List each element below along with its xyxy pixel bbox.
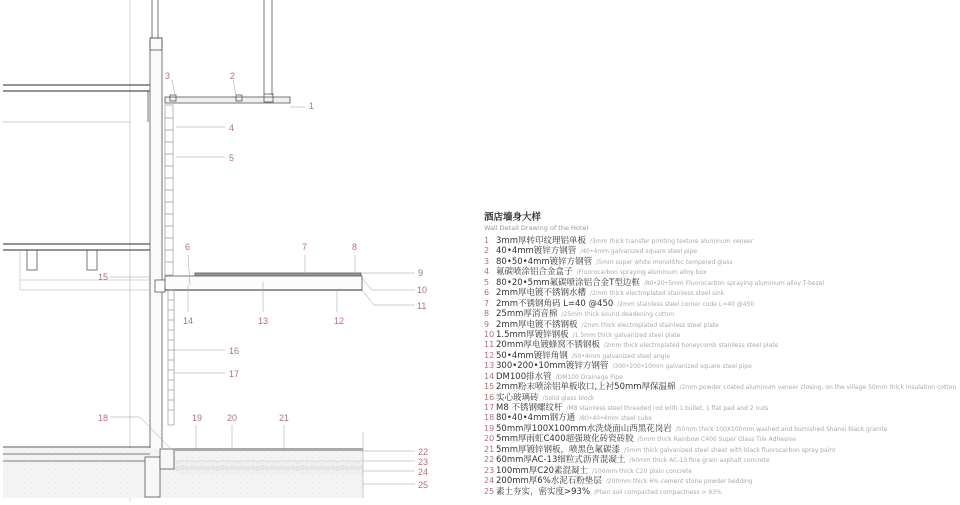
- legend-item-en: /40•4mm galvanized square steel pipe: [580, 248, 698, 256]
- legend-item-en: /5mm super white monolithic tempered glass: [596, 258, 733, 266]
- legend-item-cn: 80•40•4mm钢方通: [496, 413, 576, 424]
- callout-25: 25: [418, 480, 429, 490]
- legend-item-number: 8: [484, 309, 490, 319]
- legend-item-en: /100mm thick C20 plain concrete: [592, 467, 693, 475]
- legend-item-number: 5: [484, 277, 490, 287]
- legend-item: [484, 393, 960, 403]
- legend-item-number: 6: [484, 288, 490, 298]
- callout-3: 3: [165, 71, 171, 81]
- wall-section-drawing: [0, 0, 480, 501]
- legend-item-en: /Plain soil compacted compactness > 93%: [594, 488, 722, 496]
- legend-item: [484, 288, 960, 298]
- callout-10: 10: [417, 285, 428, 295]
- legend-item-cn: 5mm厚镀锌钢板，喷黑色氟碳漆: [496, 444, 620, 455]
- callout-14: 14: [183, 316, 194, 326]
- legend-item-en: /2mm thick electroplated stainless steel sink: [589, 290, 725, 298]
- legend-item: [484, 434, 960, 444]
- legend-item-number: 12: [484, 350, 495, 360]
- legend-item: [484, 466, 960, 476]
- callout-2: 2: [230, 71, 236, 81]
- legend-item-en: /50•4mm galvanized steel angle: [571, 352, 670, 360]
- legend-item-number: 4: [484, 267, 490, 277]
- callout-1: 1: [309, 101, 315, 111]
- legend-item-en: /5mm thick galvanized steel sheet with black fluorocarbon spray paint: [623, 446, 836, 454]
- legend-item-cn: 素土夯实，密实度>93%: [496, 486, 591, 497]
- callout-12: 12: [334, 316, 345, 326]
- legend-item-cn: 40•4mm镀锌方钢管: [496, 246, 577, 257]
- legend-item: [484, 257, 960, 267]
- legend-item-cn: 50mm厚100X100mm水洗烧面山西黑花岗岩: [496, 423, 672, 434]
- callout-16: 16: [229, 346, 240, 356]
- callout-11: 11: [417, 301, 427, 311]
- legend-item-en: /50mm thick 100X100mm washed and burnished Shanxi black granite: [675, 425, 888, 433]
- legend-item-cn: 5mm厚雨虹C400超强玻化砖瓷砖胶: [496, 434, 634, 445]
- legend-item-number: 17: [484, 403, 495, 412]
- legend-item-number: 3: [484, 256, 490, 266]
- legend-item-en: /3mm thick transfer printing texture aluminum veneer: [589, 238, 754, 245]
- legend-item-cn: 25mm厚消音棉: [496, 309, 558, 320]
- legend-item-number: 25: [484, 486, 495, 496]
- legend-item: [484, 361, 960, 371]
- legend-item-en: /1.5mm thick galvanized steel plate: [572, 331, 681, 339]
- legend-item-cn: 实心玻璃砖: [496, 392, 539, 403]
- legend-item: [484, 309, 960, 319]
- callout-15: 15: [98, 272, 109, 282]
- legend-item-cn: 80•20•5mm氟碳喷涂铝合金T型边框: [496, 277, 640, 288]
- legend-item-number: 9: [484, 319, 490, 329]
- legend-item-en: /300•200•10mm galvanized square steel pipe: [612, 363, 752, 371]
- legend-item-number: 19: [484, 423, 495, 433]
- legend-item-cn: 80•50•4mm镀锌方钢管: [496, 256, 593, 267]
- legend-item-number: 16: [484, 392, 495, 402]
- legend-item-cn: 2mm不锈钢角码 L=40 @450: [496, 298, 614, 309]
- legend-item-en: /Solid glass block: [542, 394, 595, 402]
- legend-item-en: /5mm thick Rainbow C400 Super Glass Tile Adhesive: [637, 436, 796, 444]
- legend-item-number: 24: [484, 476, 495, 486]
- legend-item-en: /25mm thick sound deadening cotton: [561, 311, 675, 319]
- section-drawing-svg: [0, 0, 480, 501]
- legend-item-cn: 1.5mm厚镀锌钢板: [496, 329, 569, 340]
- legend-item-number: 11: [484, 340, 495, 350]
- legend-item: [484, 476, 960, 486]
- legend-item-cn: 2mm厚电镀不锈钢水槽: [496, 288, 586, 299]
- callout-5: 5: [229, 153, 235, 163]
- legend-item-cn: 2mm粉末喷涂铝单板收口,上衬50mm厚保温棉: [496, 382, 676, 393]
- legend-item: [484, 413, 960, 423]
- legend-item: [484, 299, 960, 309]
- legend-item-en: /M8 stainless steel threaded rod with 1 bullet, 1 flat pad and 2 nuts: [566, 405, 769, 412]
- legend-item: [484, 267, 960, 277]
- legend-item-number: 2: [484, 246, 490, 256]
- legend-item-cn: 300•200•10mm镀锌方钢管: [496, 361, 609, 372]
- legend-item-number: 14: [484, 371, 495, 381]
- legend-item-en: /2mm thick electroplated stainless steel plate: [581, 321, 719, 329]
- legend-item: [484, 330, 960, 340]
- legend-item: [484, 487, 960, 497]
- callout-8: 8: [352, 242, 358, 252]
- legend-item-en: /2mm stainless steel corner code L=40 @450: [617, 300, 755, 308]
- callout-24: 24: [418, 467, 429, 477]
- legend-item-en: /2mm thick electroplated honeycomb stainless steel plate: [603, 342, 779, 350]
- callout-19: 19: [192, 413, 203, 423]
- legend-item: [484, 320, 960, 330]
- legend-item-cn: 氟碳喷涂铝合金盒子: [496, 267, 573, 278]
- callout-7: 7: [302, 242, 308, 252]
- callout-23: 23: [418, 457, 429, 467]
- legend-item-number: 15: [484, 382, 495, 392]
- legend-item-en: /200mm thick 6% cement stone powder bedding: [605, 478, 753, 486]
- callout-6: 6: [185, 242, 191, 252]
- legend-subtitle: Wall Detail Drawing of the Hotel: [484, 224, 589, 232]
- legend-item: [484, 382, 960, 392]
- legend-item-number: 18: [484, 413, 495, 423]
- legend-item: [484, 278, 960, 288]
- callout-21: 21: [279, 413, 290, 423]
- legend-item-number: 1: [484, 236, 490, 245]
- legend-item-number: 10: [484, 329, 495, 339]
- callout-20: 20: [227, 413, 238, 423]
- legend-item-en: /2mm powder coated aluminum veneer closing, on the village 50mm thick insulation cotton: [679, 384, 957, 392]
- legend-item-cn: M8 不锈钢螺纹杆: [496, 403, 563, 413]
- legend-item-cn: 2mm厚电镀不锈钢板: [496, 319, 578, 330]
- legend-item-en: /80•20•5mm Fluorocarbon spraying aluminum alloy T-bezel: [643, 279, 825, 287]
- legend-item-en: /60mm thick AC-13 fine grain asphalt concrete: [629, 457, 770, 465]
- legend-item-number: 22: [484, 455, 495, 465]
- legend-item: [484, 372, 960, 382]
- legend-item-en: /80•40•4mm steel cube: [579, 415, 652, 423]
- legend-item: [484, 236, 960, 246]
- legend-item-en: /DM100 Drainage Pipe: [555, 373, 623, 381]
- legend-item: [484, 340, 960, 350]
- callout-22: 22: [418, 447, 429, 457]
- legend-item: [484, 445, 960, 455]
- legend-item-number: 7: [484, 298, 490, 308]
- callout-17: 17: [229, 369, 240, 379]
- legend: [484, 212, 960, 497]
- legend-item-cn: 50•4mm镀锌角钢: [496, 350, 568, 361]
- callout-4: 4: [229, 123, 235, 133]
- legend-item-en: /Fluorocarbon spraying aluminum alloy box: [576, 269, 707, 277]
- legend-item: [484, 403, 960, 413]
- legend-item-number: 20: [484, 434, 495, 444]
- legend-item-number: 23: [484, 465, 495, 475]
- legend-title: 酒店墙身大样: [484, 212, 542, 223]
- legend-item-cn: 20mm厚电镀蜂窝不锈钢板: [496, 340, 600, 351]
- legend-item-cn: 100mm厚C20素混凝土: [496, 465, 589, 476]
- legend-item-number: 13: [484, 361, 495, 371]
- legend-item: [484, 351, 960, 361]
- callout-13: 13: [258, 316, 269, 326]
- legend-item-cn: 60mm厚AC-13细粒式沥青混凝土: [496, 455, 626, 466]
- legend-item-number: 21: [484, 444, 495, 454]
- callout-9: 9: [418, 268, 424, 278]
- legend-item-cn: 200mm厚6%水泥石粉垫层: [496, 476, 602, 487]
- legend-item: [484, 424, 960, 434]
- legend-item: [484, 246, 960, 256]
- legend-item-cn: 3mm厚转印纹理铝单板: [496, 236, 586, 246]
- legend-item-cn: DM100排水管: [496, 371, 552, 382]
- callout-18: 18: [98, 413, 109, 423]
- legend-item: [484, 455, 960, 465]
